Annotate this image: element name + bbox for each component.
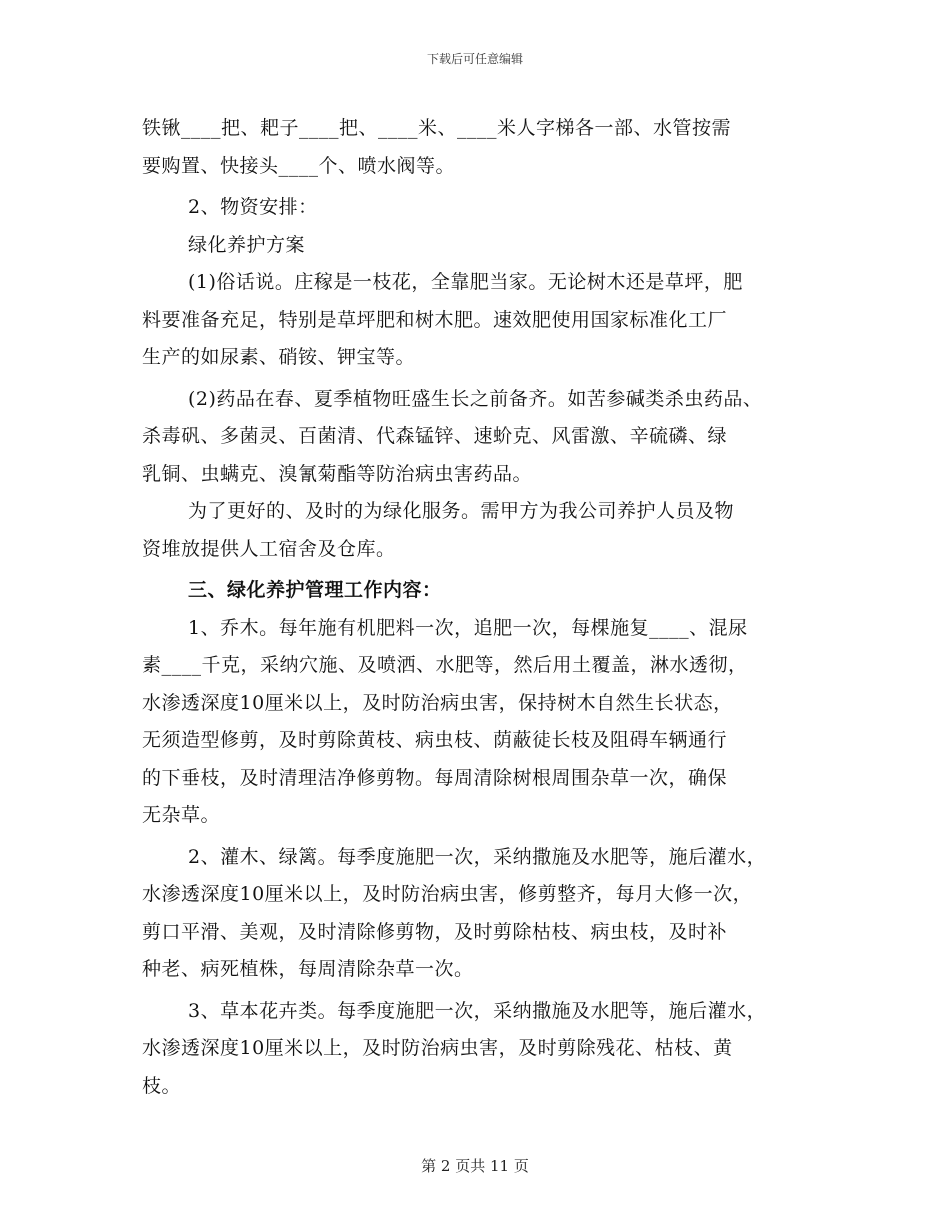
text-line: 3、草本花卉类。每季度施肥一次，采纳撒施及水肥等，施后灌水， <box>188 999 767 1022</box>
text-line: 2、灌木、绿篱。每季度施肥一次，采纳撒施及水肥等，施后灌水， <box>188 845 767 868</box>
text-line: 种老、病死植株，每周清除杂草一次。 <box>142 958 474 980</box>
text-line: 素____千克，采纳穴施、及喷洒、水肥等，然后用土覆盖，淋水透彻， <box>142 654 748 676</box>
text-line: 资堆放提供人工宿舍及仓库。 <box>142 537 396 560</box>
text-line: 1、乔木。每年施有机肥料一次，追肥一次，每棵施复____、混尿 <box>188 616 748 639</box>
text-line: 生产的如尿素、硝铵、钾宝等。 <box>142 346 416 368</box>
text-line: 料要准备充足，特别是草坪肥和树木肥。速效肥使用国家标准化工厂 <box>142 308 728 331</box>
section-heading: 三、绿化养护管理工作内容： <box>188 579 442 601</box>
text-line: 剪口平滑、美观，及时清除修剪物，及时剪除枯枝、病虫枝，及时补 <box>142 920 728 943</box>
text-line: 2、物资安排： <box>188 196 318 218</box>
page-footer: 第 2 页共 11 页 <box>421 1157 529 1175</box>
text-line: 为了更好的、及时的为绿化服务。需甲方为我公司养护人员及物 <box>188 500 735 522</box>
text-line: 杀毒矾、多菌灵、百菌清、代森锰锌、速蚧克、风雷激、辛硫磷、绿 <box>142 425 728 447</box>
text-line: (2)药品在春、夏季植物旺盛生长之前备齐。如苦参碱类杀虫药品、 <box>188 387 763 410</box>
document-body <box>142 110 822 1105</box>
page-header: 下载后可任意编辑 <box>426 52 523 66</box>
text-line: 乳铜、虫螨克、溴氰菊酯等防治病虫害药品。 <box>142 462 533 485</box>
text-line: (1)俗话说。庄稼是一枝花，全靠肥当家。无论树木还是草坪，肥 <box>188 271 743 293</box>
text-line: 水渗透深度10厘米以上，及时防治病虫害，及时剪除残花、枯枝、黄 <box>142 1037 733 1059</box>
text-line: 绿化养护方案 <box>188 233 306 256</box>
text-line: 水渗透深度10厘米以上，及时防治病虫害，修剪整齐，每月大修一次， <box>142 883 753 905</box>
text-line: 水渗透深度10厘米以上，及时防治病虫害，保持树木自然生长状态， <box>142 691 733 714</box>
text-line: 要购置、快接头____个、喷水阀等。 <box>142 154 456 177</box>
text-line: 铁锹____把、耙子____把、____米、____米人字梯各一部、水管按需 <box>142 117 732 139</box>
text-line: 的下垂枝，及时清理洁净修剪物。每周清除树根周围杂草一次，确保 <box>142 766 728 789</box>
text-line: 无须造型修剪，及时剪除黄枝、病虫枝、荫蔽徒长枝及阻碍车辆通行 <box>142 729 728 751</box>
text-line: 枝。 <box>142 1074 182 1097</box>
text-line: 无杂草。 <box>142 804 221 826</box>
